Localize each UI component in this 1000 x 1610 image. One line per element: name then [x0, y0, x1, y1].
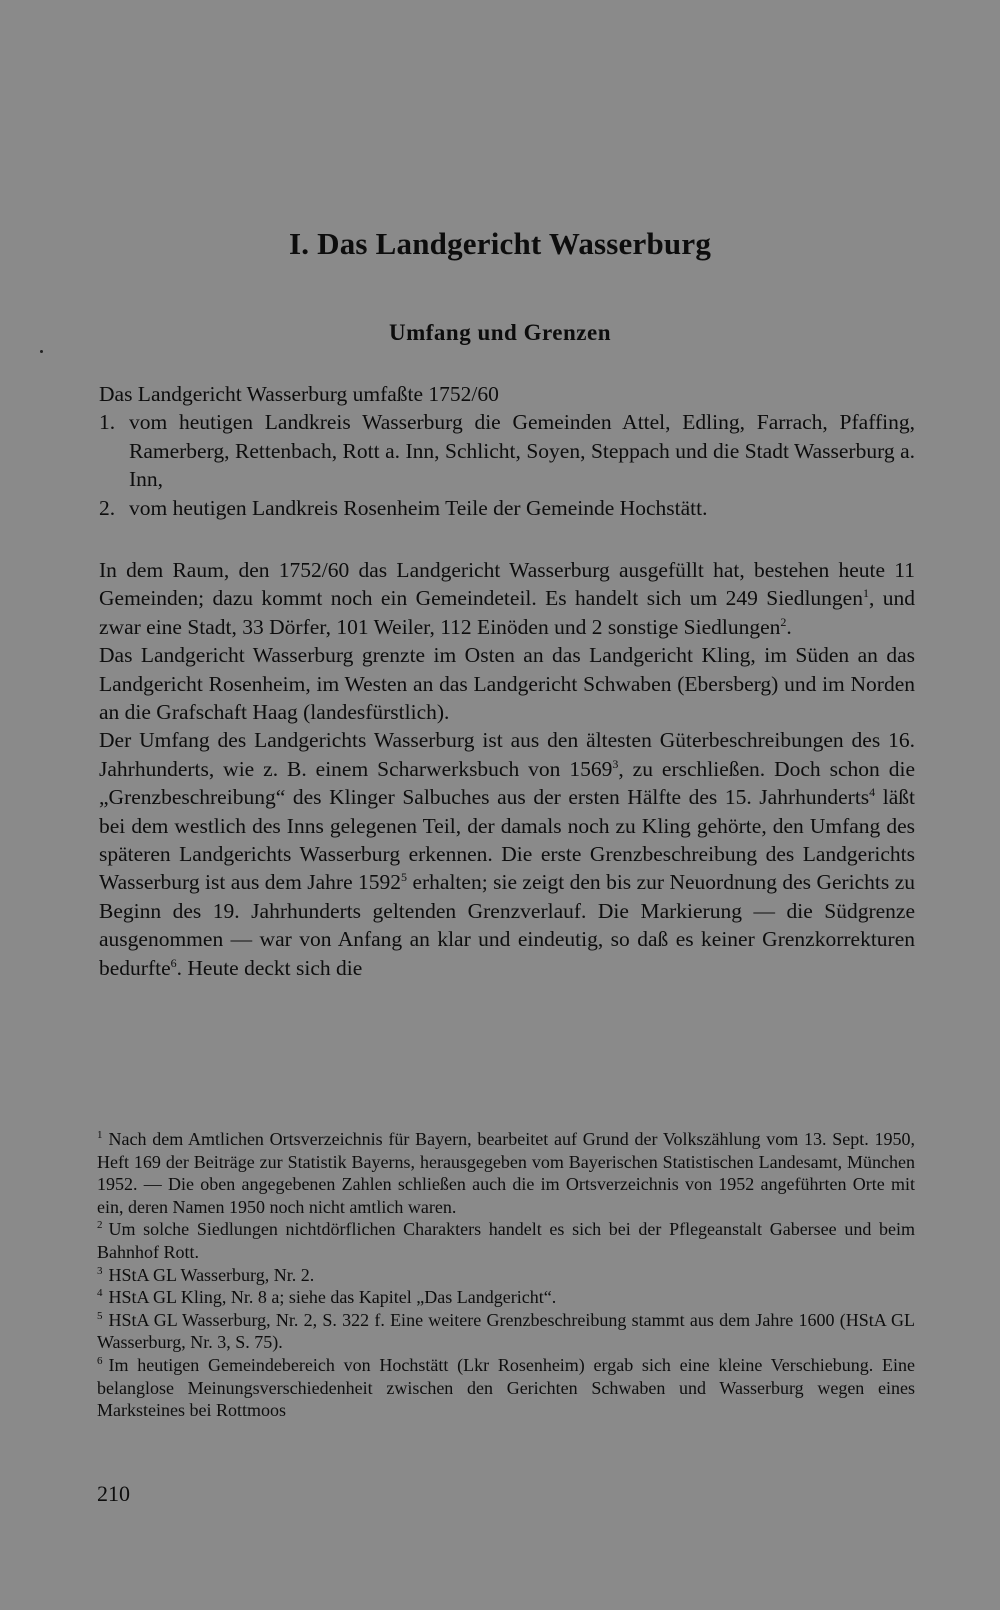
footnote-text: Um solche Siedlungen nichtdörflichen Charakters handelt es sich bei der Pflegeanstalt Gabersee und beim Bahnhof Rott.	[97, 1219, 915, 1262]
paragraph: Das Landgericht Wasserburg grenzte im Osten an das Landgericht Kling, im Süden an das Landgericht Rosenheim, im Westen an das Landgericht Schwaben (Ebersberg) und im Norden an die Grafschaft Haag (landesfürstlich).	[99, 643, 915, 725]
list-item-text: vom heutigen Landkreis Wasserburg die Gemeinden Attel, Edling, Farrach, Pfaffing, Ramerberg, Rettenbach, Rott a. Inn, Schlicht, Soyen, Steppach und die Stadt Wasserburg a. Inn,	[129, 410, 915, 492]
paragraph-text: . Heute deckt sich die	[176, 955, 363, 980]
list-item	[99, 408, 915, 493]
paragraph-text: läßt bei dem westlich des Inns gelegenen Teil, der damals noch zu Kling gehörte, den Umfang des späteren Landgerichts Wasserburg erkennen. Die erste Grenzbeschreibung des Landgerichts Wasserburg ist aus dem Jahre 1592	[99, 785, 915, 895]
paragraph-text: Der Umfang des Landgerichts Wasserburg ist aus den ältesten Güterbeschreibungen des 16. Jahrhunderts, wie z. B. einem Scharwerksbuch von 1569	[99, 728, 915, 781]
intro-lead: Das Landgericht Wasserburg umfaßte 1752/60	[99, 382, 499, 406]
footnote-number: 2	[97, 1219, 103, 1232]
footnote-number: 6	[97, 1354, 103, 1367]
stray-ink-mark	[40, 350, 43, 353]
intro-block	[99, 380, 915, 522]
paragraph	[99, 556, 915, 641]
paragraph-text: In dem Raum, den 1752/60 das Landgericht Wasserburg ausgefüllt hat, bestehen heute 11 Gemeinden; dazu kommt noch ein Gemeindeteil. Es handelt sich um 249 Siedlungen	[99, 558, 915, 611]
footnote	[97, 1218, 915, 1263]
list-item-text: vom heutigen Landkreis Rosenheim Teile der Gemeinde Hochstätt.	[129, 495, 708, 520]
list-item-number: 2.	[99, 495, 116, 520]
list-item-number: 1.	[99, 410, 116, 435]
footnote-number: 5	[97, 1309, 103, 1322]
footnote	[97, 1309, 915, 1354]
footnote-text: Nach dem Amtlichen Ortsverzeichnis für Bayern, bearbeitet auf Grund der Volkszählung vom 13. Sept. 1950, Heft 169 der Beiträge zur Statistik Bayerns, herausgegeben vom Bayerischen Statistischen Landesamt, München 1952. — Die oben angegebenen Zahlen schließen auch die im Ortsverzeichnis von 1952 angeführten Orte mit ein, deren Namen 1950 noch nicht amtlich waren.	[97, 1129, 915, 1217]
footnote-ref[interactable]: 2	[780, 614, 787, 629]
main-text	[99, 556, 915, 982]
footnote-ref[interactable]: 5	[401, 870, 408, 885]
footnote	[97, 1264, 915, 1287]
footnote-ref[interactable]: 6	[170, 955, 177, 970]
intro-list	[99, 408, 915, 522]
list-item	[99, 494, 915, 522]
footnote-text: HStA GL Wasserburg, Nr. 2.	[108, 1264, 315, 1285]
footnote-number: 1	[97, 1129, 103, 1141]
footnote-ref[interactable]: 3	[612, 756, 619, 771]
section-title: Umfang und Grenzen	[389, 320, 611, 345]
footnote	[97, 1286, 915, 1309]
footnotes	[97, 1128, 915, 1422]
paragraph-text: , zu erschließen. Doch schon die „Grenzbeschreibung“ des Klinger Salbuches aus der ersten Hälfte des 15. Jahrhunderts	[99, 756, 915, 810]
footnote-ref[interactable]: 4	[869, 785, 876, 800]
footnote	[97, 1128, 915, 1218]
footnote	[97, 1354, 915, 1422]
footnote-text: Im heutigen Gemeindebereich von Hochstätt (Lkr Rosenheim) ergab sich eine kleine Verschiebung. Eine belanglose Meinungsverschiedenheit zwischen den Gerichten Schwaben und Wasserburg wegen eines Marksteines bei Rottmoos	[97, 1354, 915, 1421]
page-number: 210	[97, 1481, 130, 1506]
footnote-number: 3	[97, 1264, 103, 1277]
paragraph-text: , und zwar eine Stadt, 33 Dörfer, 101 Weiler, 112 Einöden und 2 sonstige Siedlungen	[99, 586, 915, 639]
paragraph-text: erhalten; sie zeigt den bis zur Neuordnung des Gerichts zu Beginn des 19. Jahrhunderts geltenden Grenzverlauf. Die Markierung — die Südgrenze ausgenommen — war von Anfang an klar und eindeutig, so daß es keiner Grenzkorrekturen bedurfte	[99, 870, 915, 980]
footnote-ref[interactable]: 1	[862, 586, 869, 601]
footnote-text: HStA GL Wasserburg, Nr. 2, S. 322 f. Eine weitere Grenzbeschreibung stammt aus dem Jahre 1600 (HStA GL Wasserburg, Nr. 3, S. 75).	[97, 1309, 915, 1353]
chapter-title: I. Das Landgericht Wasserburg	[288, 226, 712, 261]
paragraph	[99, 726, 915, 982]
footnote-text: HStA GL Kling, Nr. 8 a; siehe das Kapitel „Das Landgericht“.	[108, 1287, 557, 1308]
paragraph-text: .	[786, 614, 792, 639]
footnote-number: 4	[97, 1287, 103, 1300]
